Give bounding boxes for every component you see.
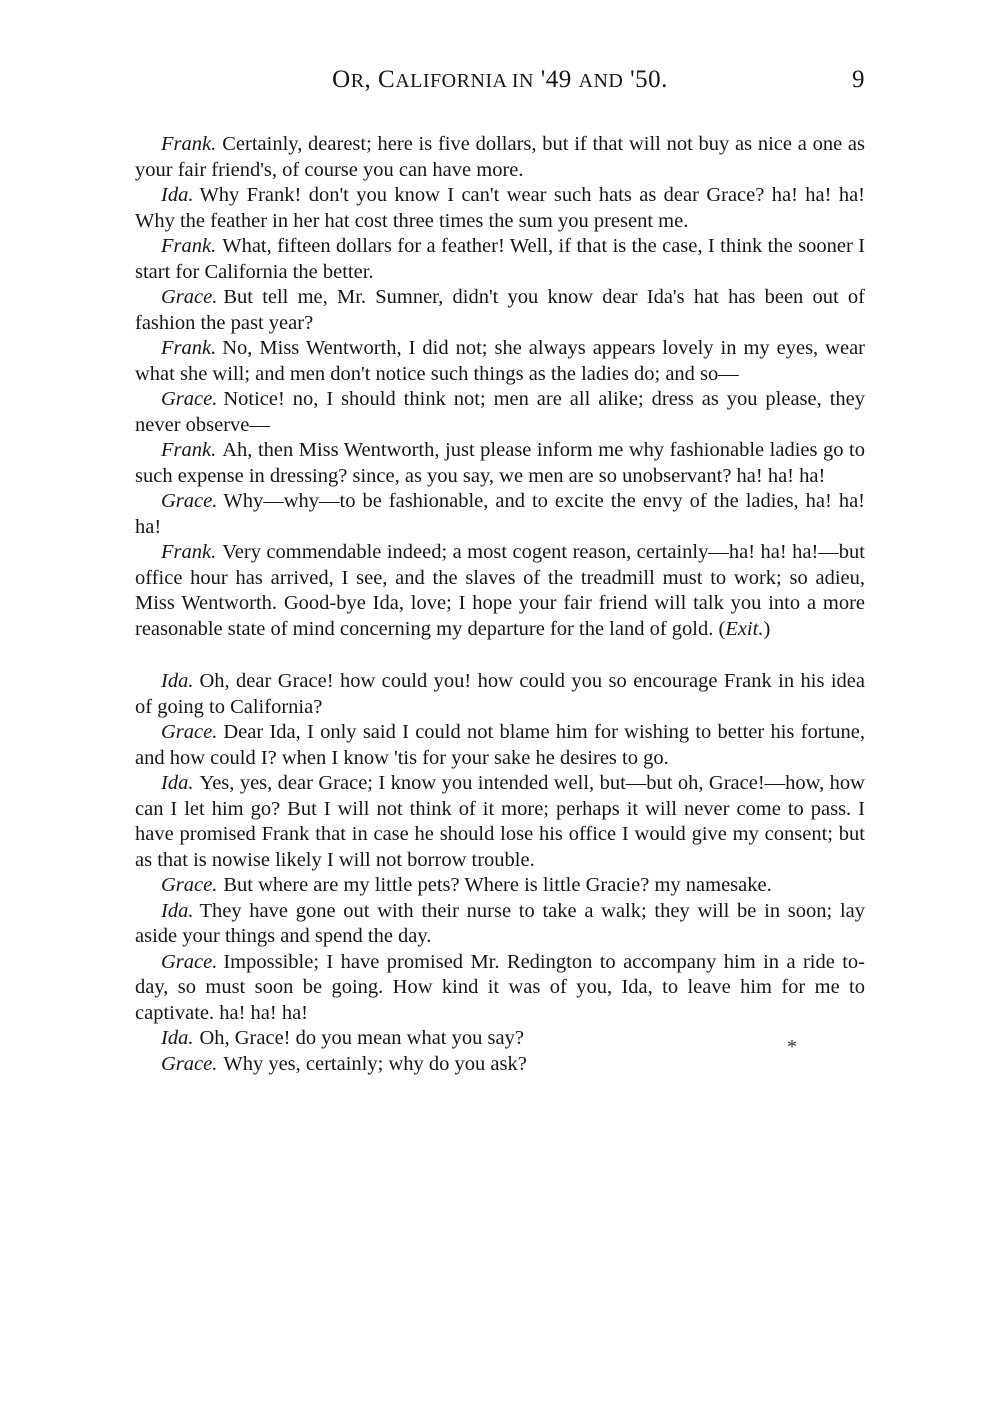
speaker-name: Ida.	[161, 670, 194, 692]
speech-paragraph	[135, 387, 865, 438]
speech-text: Why Frank! don't you know I can't wear such hats as dear Grace? ha! ha! ha! Why the feather in her hat cost three times the sum you present me.	[135, 184, 865, 232]
speech-paragraph	[135, 438, 865, 489]
title-or-smallcaps: R	[350, 70, 365, 92]
speech-paragraph	[135, 132, 865, 183]
footer-ornament: *	[787, 1036, 797, 1058]
speaker-name: Ida.	[161, 899, 194, 922]
dialogue-body	[135, 132, 865, 1077]
speech-text: Ah, then Miss Wentworth, just please inform me why fashionable ladies go to such expense in dressing? since, as you say, we men are so unobservant? ha! ha! ha!	[135, 439, 865, 487]
speech-text: Why yes, certainly; why do you ask?	[223, 1052, 527, 1075]
speaker-name: Grace.	[161, 490, 218, 512]
speech-paragraph	[135, 285, 865, 336]
speaker-name: Grace.	[161, 388, 218, 410]
speech-paragraph	[135, 899, 865, 950]
title-year-1849: '49	[534, 66, 579, 93]
running-head	[135, 66, 865, 106]
speech-paragraph	[135, 720, 865, 771]
speaker-name: Ida.	[161, 184, 194, 206]
speech-paragraph	[135, 1026, 865, 1052]
speaker-name: Ida.	[161, 1027, 194, 1049]
speech-paragraph	[135, 873, 865, 899]
title-and: AND	[578, 70, 624, 92]
speaker-name: Ida.	[161, 772, 194, 794]
speech-text: No, Miss Wentworth, I did not; she always appears lovely in my eyes, wear what she will; and men don't notice such things as the ladies do; and so—	[135, 337, 865, 385]
title-or-initial: O	[332, 66, 351, 93]
speech-text: Oh, dear Grace! how could you! how could you so encourage Frank in his idea of going to California?	[135, 670, 865, 718]
page-number: 9	[852, 66, 865, 93]
speech-paragraph	[135, 540, 865, 642]
speech-text: But tell me, Mr. Sumner, didn't you know dear Ida's hat has been out of fashion the past year?	[135, 286, 865, 334]
speech-text: Impossible; I have promised Mr. Redington to accompany him in a ride to-day, so must soon be going. How kind it was of you, Ida, to leave him for me to captivate. ha! ha! ha!	[135, 950, 865, 1024]
speech-text: They have gone out with their nurse to take a walk; they will be in soon; lay aside your things and spend the day.	[135, 899, 865, 947]
speaker-name: Grace.	[161, 874, 218, 896]
speech-paragraph	[135, 336, 865, 387]
speech-paragraph	[135, 1052, 865, 1078]
dialogue-section-1	[135, 132, 865, 642]
speaker-name: Grace.	[161, 1052, 218, 1075]
speaker-name: Frank.	[161, 337, 217, 359]
title-separator: , C	[364, 66, 396, 93]
speech-text: Very commendable indeed; a most cogent reason, certainly—ha! ha! ha!—but office hour has arrived, I see, and the slaves of the treadmill must to work; so adieu, Miss Wentworth. Good-bye Ida, love; I hope your fair friend will talk you into a more reasonable state of mind concerning my departure for the land of gold.	[135, 541, 865, 640]
speech-paragraph	[135, 234, 865, 285]
speech-paragraph	[135, 489, 865, 540]
speaker-name: Grace.	[161, 950, 218, 973]
title-year-1850: '50.	[623, 66, 668, 93]
speech-text: Why—why—to be fashionable, and to excite the envy of the ladies, ha! ha! ha!	[135, 490, 865, 538]
speaker-name: Frank.	[161, 541, 217, 563]
dialogue-section-2	[135, 669, 865, 1077]
speech-paragraph	[135, 771, 865, 873]
speech-text: Oh, Grace! do you mean what you say?	[199, 1027, 524, 1049]
scene-break	[135, 642, 865, 669]
speech-text: But where are my little pets? Where is little Gracie? my namesake.	[223, 874, 772, 896]
title-california: ALIFORNIA IN	[395, 70, 534, 92]
speaker-name: Frank.	[161, 133, 217, 155]
speaker-name: Frank.	[161, 439, 217, 461]
speaker-name: Grace.	[161, 721, 218, 743]
speaker-name: Grace.	[161, 286, 218, 308]
speech-text: Dear Ida, I only said I could not blame him for wishing to better his fortune, and how could I? when I know 'tis for your sake he desires to go.	[135, 721, 865, 769]
stage-direction-text: Exit.	[725, 617, 764, 640]
speaker-name: Frank.	[161, 235, 217, 257]
speech-paragraph	[135, 183, 865, 234]
stage-direction: (Exit.)	[713, 617, 771, 640]
running-title	[135, 66, 865, 94]
speech-paragraph	[135, 950, 865, 1027]
speech-text: Certainly, dearest; here is five dollars, but if that will not buy as nice a one as your fair friend's, of course you can have more.	[135, 133, 865, 181]
speech-text: What, fifteen dollars for a feather! Well, if that is the case, I think the sooner I start for California the better.	[135, 235, 865, 283]
speech-text: Yes, yes, dear Grace; I know you intended well, but—but oh, Grace!—how, how can I let him go? But I will not think of it more; perhaps it will never come to pass. I have promised Frank that in case he should lose his office I would give my consent; but as that is nowise likely I will not borrow trouble.	[135, 772, 865, 871]
speech-text: Notice! no, I should think not; men are all alike; dress as you please, they never observe—	[135, 388, 865, 436]
speech-paragraph	[135, 669, 865, 720]
